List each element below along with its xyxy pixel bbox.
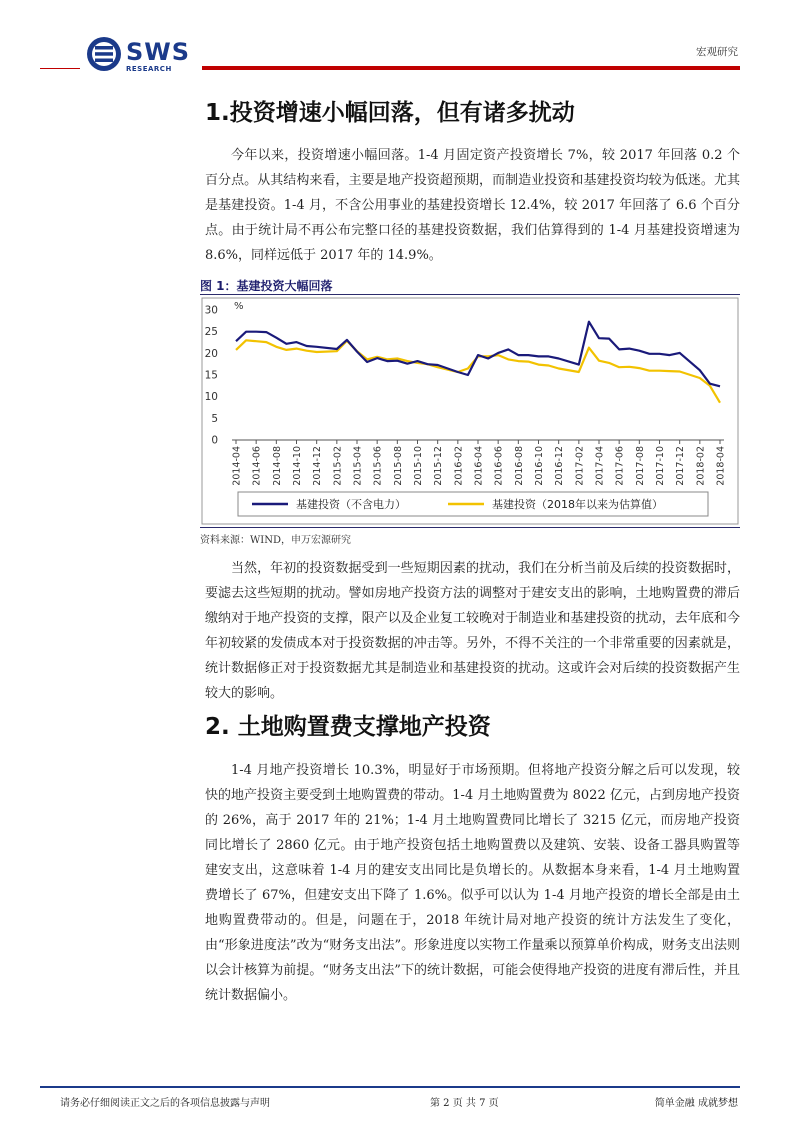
logo-text: SWS — [126, 38, 191, 66]
footer-slogan: 简单金融 成就梦想 — [654, 1098, 738, 1109]
y-tick-label: 5 — [211, 412, 218, 425]
x-tick-label: 2015-06 — [372, 446, 384, 486]
x-tick-label: 2017-06 — [614, 446, 626, 486]
paragraph-text: 1-4 月地产投资增长 10.3%，明显好于市场预期。但将地产投资分解之后可以发现，较快的地产投资主要受到土地购置费的带动。1-4 月土地购置费为 8022 亿元，占到房地产投资的 26%，高于 2017 年的 21%；1-4 月土地购置费同比增长了 3215 亿元，而房地产投资同比增长了 2860 亿元。由于地产投资包括土地购置费以及建筑、安装、设备工器具购置等建安支出，这意味着 1-4 月的建安支出同比是负增长的。从数据本身来看，1-4 月土地购置费增长了 67%，但建安支出下降了 1.6%。似乎可以认为 1-4 月地产投资的增长全部是由土地购置费带动的。但是，问题在于，2018 年统计局对地产投资的统计方法发生了变化，由“形象进度法”改为“财务支出法”。形象进度以实物工作量乘以预算单价构成，财务支出法则以会计核算为前提。“财务支出法”下的统计数据，可能会使得地产投资的进度有滞后性，并且统计数据偏小。 — [205, 763, 740, 1003]
legend-label-1: 基建投资（不含电力） — [296, 498, 406, 511]
figure-title: 图 1：基建投资大幅回落 — [200, 279, 333, 293]
x-tick-label: 2015-10 — [413, 446, 424, 486]
header-rule — [202, 66, 740, 70]
section-1-paragraph — [205, 143, 740, 268]
page-number: 第 2 页 共 7 页 — [430, 1098, 499, 1109]
paragraph-text: 今年以来，投资增速小幅回落。1-4 月固定资产投资增长 7%，较 2017 年回落 0.2 个百分点。从其结构来看，主要是地产投资超预期，而制造业投资和基建投资均较为低迷。尤其是基建投资。1-4 月，不含公用事业的基建投资增长 12.4%，较 2017 年回落了 6.6 个百分点。由于统计局不再公布完整口径的基建投资数据，我们估算得到的 1-4 月基建投资增速为 8.6%，同样远低于 2017 年的 14.9%。 — [205, 148, 740, 263]
section-1-paragraph-2 — [205, 556, 740, 706]
x-tick-label: 2015-08 — [392, 446, 404, 486]
x-tick-label: 2017-12 — [675, 445, 687, 486]
y-axis-unit: % — [234, 301, 244, 312]
figure-chart — [200, 296, 740, 526]
sws-logo-icon — [86, 36, 122, 72]
line-chart — [200, 296, 740, 526]
logo-subtext: RESEARCH — [126, 65, 172, 73]
x-tick-label: 2017-04 — [594, 446, 606, 486]
section-2-paragraph — [205, 758, 740, 1008]
x-tick-label: 2017-02 — [574, 446, 586, 486]
paragraph-text: 当然，年初的投资数据受到一些短期因素的扰动，我们在分析当前及后续的投资数据时，要滤去这些短期的扰动。譬如房地产投资方法的调整对于建安支出的影响，土地购置费的滞后缴纳对于地产投资的支撑，限产以及企业复工较晚对于制造业和基建投资的扰动，去年底和今年初较紧的发债成本对于投资数据的冲击等。另外，不得不关注的一个非常重要的因素就是，统计数据修正对于投资数据尤其是制造业和基建投资的扰动。这或许会对后续的投资数据产生较大的影响。 — [205, 561, 740, 701]
y-tick-label: 15 — [204, 369, 218, 382]
x-tick-label: 2017-08 — [634, 446, 646, 486]
x-tick-label: 2016-10 — [534, 446, 545, 486]
y-tick-label: 0 — [211, 434, 218, 447]
figure-source: 资料来源：WIND，申万宏源研究 — [200, 535, 351, 546]
y-tick-label: 30 — [204, 304, 218, 317]
figure-rule-bottom — [200, 527, 740, 528]
report-category: 宏观研究 — [696, 46, 738, 58]
x-tick-label: 2014-10 — [292, 446, 303, 486]
figure-rule-top — [200, 294, 740, 295]
x-tick-label: 2014-06 — [251, 446, 263, 486]
x-tick-label: 2015-12 — [433, 446, 445, 486]
section-1-heading: 1.投资增速小幅回落，但有诸多扰动 — [205, 100, 575, 126]
x-tick-label: 2016-12 — [554, 446, 566, 486]
x-tick-label: 2014-12 — [312, 446, 324, 486]
x-tick-label: 2018-04 — [715, 446, 727, 486]
x-tick-label: 2017-10 — [655, 446, 666, 486]
x-tick-label: 2016-02 — [453, 446, 465, 486]
legend-label-2: 基建投资（2018年以来为估算值） — [492, 498, 663, 511]
x-tick-label: 2018-02 — [695, 446, 707, 486]
x-tick-label: 2016-08 — [513, 446, 525, 486]
y-tick-label: 25 — [204, 326, 218, 339]
x-tick-label: 2014-04 — [231, 446, 243, 486]
x-tick-label: 2015-04 — [352, 446, 364, 486]
y-tick-label: 10 — [204, 391, 218, 404]
sws-logo — [86, 36, 226, 76]
section-2-heading: 2. 土地购置费支撑地产投资 — [205, 714, 491, 740]
x-tick-label: 2016-04 — [473, 446, 485, 486]
x-tick-label: 2016-06 — [493, 446, 505, 486]
x-tick-label: 2014-08 — [271, 446, 283, 486]
y-tick-label: 20 — [204, 347, 218, 360]
header-rule-left — [40, 68, 80, 69]
footer-rule — [40, 1086, 740, 1088]
footer-disclaimer: 请务必仔细阅读正文之后的各项信息披露与声明 — [60, 1098, 270, 1109]
x-tick-label: 2015-02 — [332, 446, 344, 486]
